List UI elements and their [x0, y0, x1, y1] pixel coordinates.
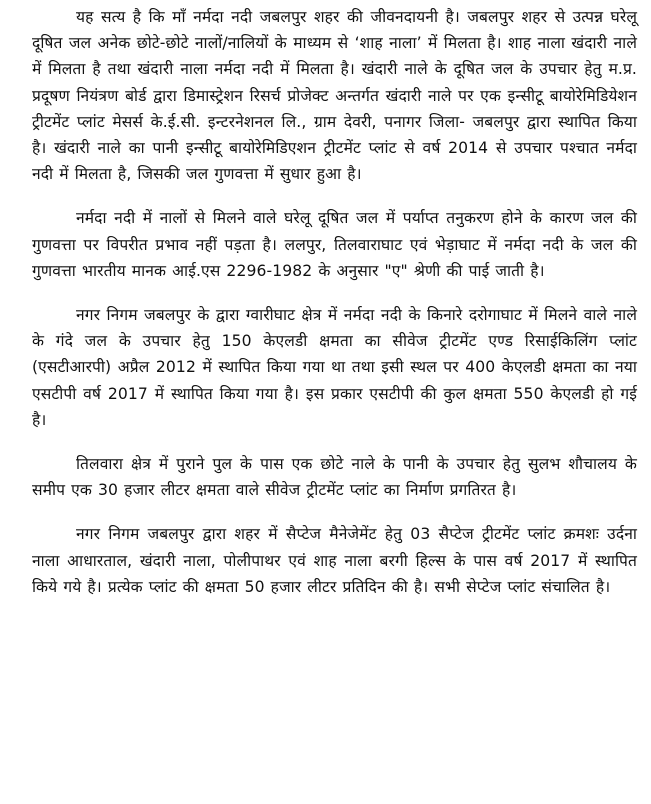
paragraph-gwarighat-stp: नगर निगम जबलपुर के द्वारा ग्वारीघाट क्षेत्र में नर्मदा नदी के किनारे दरोगाघाट में मिलने वाले नाले के गंदे जल के उपचार हेतु 150 केएलडी क्षमता का सीवेज ट्रीटमेंट एण्ड रिसाईकिलिंग प्लांट (एसटीआरपी) अप्रैल 2012 में स्थापित किया गया था तथा इसी स्थल पर 400 केएलडी क्षमता का नया एसटीपी वर्ष 2017 में स्थापित किया गया है। इस प्रकार एसटीपी की कुल क्षमता 550 केएलडी हो गई है। — [32, 306, 637, 429]
paragraph-septage-plants: नगर निगम जबलपुर द्वारा शहर में सैप्टेज मैनेजेमेंट हेतु 03 सैप्टेज ट्रीटमेंट प्लांट क्रमशः उर्दना नाला आधारताल, खंदारी नाला, पोलीपाथर एवं शाह नाला बरगी हिल्स के पास वर्ष 2017 में स्थापित किये गये है। प्रत्येक प्लांट की क्षमता 50 हजार लीटर प्रतिदिन की है। सभी सेप्टेज प्लांट संचालित है। — [32, 525, 637, 596]
paragraph-tilwara-stp: तिलवारा क्षेत्र में पुराने पुल के पास एक छोटे नाले के पानी के उपचार हेतु सुलभ शौचालय के समीप एक 30 हजार लीटर क्षमता वाले सीवेज ट्रीटमेंट प्लांट का निर्माण प्रगतिरत है। — [32, 455, 637, 500]
paragraph-water-quality: नर्मदा नदी में नालों से मिलने वाले घरेलू दूषित जल में पर्याप्त तनुकरण होने के कारण जल की गुणवत्ता पर विपरीत प्रभाव नहीं पड़ता है। ललपुर, तिलवाराघाट एवं भेड़ाघाट में नर्मदा नदी के जल की गुणवत्ता भारतीय मानक आई.एस 2296-1982 के अनुसार "ए" श्रेणी की पाई जाती है। — [32, 209, 637, 280]
paragraph-narmada-lifeline: यह सत्य है कि माँ नर्मदा नदी जबलपुर शहर की जीवनदायनी है। जबलपुर शहर से उत्पन्न घरेलू दूषित जल अनेक छोटे-छोटे नालों/नालियों के माध्यम से ‘शाह नाला’ में मिलता है। शाह नाला खंदारी नाले में मिलता है तथा खंदारी नाला नर्मदा नदी में मिलता है। खंदारी नाले के दूषित जल के उपचार हेतु म.प्र. प्रदूषण नियंत्रण बोर्ड द्वारा डिमास्ट्रेशन रिसर्च प्रोजेक्ट अन्तर्गत खंदारी नाले पर एक इन्सीटू बायोरेमिडियेशन ट्रीटमेंट प्लांट मेसर्स के.ई.सी. इन्टरनेशनल लि., ग्राम देवरी, पनागर जिला- जबलपुर द्वारा स्थापित किया है। खंदारी नाले का पानी इन्सीटू बायोरेमिडिएशन ट्रीटमेंट प्लांट से वर्ष 2014 से उपचार पश्चात नर्मदा नदी में मिलता है, जिसकी जल गुणवत्ता में सुधार हुआ है। — [32, 8, 637, 184]
